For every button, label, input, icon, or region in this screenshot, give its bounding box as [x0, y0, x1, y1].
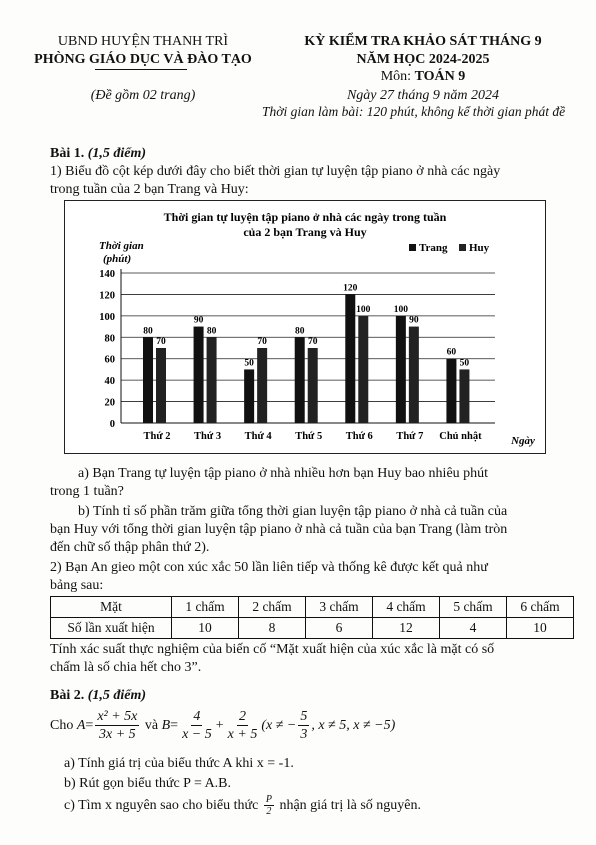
bar-huy — [156, 348, 166, 423]
dice-cell: 8 — [239, 618, 306, 639]
y-tick-label: 0 — [109, 419, 115, 430]
bai1-heading — [50, 146, 146, 162]
bar-huy — [409, 327, 419, 423]
y-tick-label: 20 — [104, 397, 115, 409]
data-label: 80 — [294, 326, 305, 337]
dice-header-cell: 6 chấm — [507, 597, 574, 618]
data-label: 120 — [343, 283, 358, 294]
bar-trang — [194, 327, 204, 423]
bar-chart-frame — [64, 200, 546, 454]
bai2-formula: Cho A = $\frac{\text{x² + 5x}}{3x + 5}$ và B = $\frac{4}{x - 5}$ + $\frac{2}{x + 5}$ (x ≠ − $\frac{5}{3}$ , x ≠ 5, x ≠ −5) — [50, 709, 396, 742]
fraction-p2-num: P — [265, 794, 272, 805]
bai2-qc-post: nhận giá trị là số nguyên. — [279, 797, 421, 813]
chart-subtitle: của 2 bạn Trang và Huy — [243, 225, 367, 239]
bar-trang — [446, 359, 456, 423]
var-a: A — [76, 717, 86, 733]
y-tick-label: 40 — [104, 376, 115, 388]
bar-huy — [358, 316, 368, 423]
condition-prefix: (x ≠ − — [261, 717, 297, 733]
data-label: 90 — [409, 315, 419, 326]
subject-line — [262, 69, 584, 85]
exam-duration: Thời gian làm bài: 120 phút, không kể thời gian phát đề — [262, 104, 566, 119]
bai2-qc — [64, 794, 421, 817]
bar-trang — [143, 337, 153, 423]
bai1-prob-line1: Tính xác suất thực nghiệm của biến cố “Mặt xuất hiện của xúc xắc là mặt có số — [50, 642, 495, 657]
dice-header-cell: 2 chấm — [239, 597, 306, 618]
y-tick-label: 100 — [99, 311, 115, 323]
header-underline-left — [95, 69, 187, 70]
x-tick-label: Thứ 5 — [295, 431, 323, 442]
dice-table-header-row — [51, 597, 574, 618]
dice-cell: 10 — [507, 618, 574, 639]
bai1-qa-line2: trong 1 tuần? — [50, 484, 124, 499]
dice-cell: 4 — [440, 618, 507, 639]
chart-xlabel: Ngày — [511, 435, 535, 447]
fraction-p2-den: 2 — [266, 806, 272, 817]
x-tick-label: Thứ 4 — [244, 431, 272, 442]
legend-swatch — [409, 244, 416, 251]
fraction-a — [95, 708, 139, 743]
bai2-qa: a) Tính giá trị của biểu thức A khi x = -1. — [64, 756, 294, 771]
bai1-qb-line3: đến chữ số thập phân thứ 2). — [50, 540, 210, 555]
department-name: PHÒNG GIÁO DỤC VÀ ĐÀO TẠO — [34, 52, 252, 67]
dice-table-row — [51, 618, 574, 639]
data-label: 100 — [393, 304, 408, 315]
fraction-b1 — [180, 708, 214, 743]
dice-table — [50, 596, 574, 639]
dice-header-cell: 3 chấm — [306, 597, 373, 618]
bar-huy — [257, 348, 267, 423]
exam-date: Ngày 27 tháng 9 năm 2024 — [346, 88, 500, 103]
fraction-cond — [298, 708, 309, 743]
fraction-b2-num: 2 — [238, 709, 246, 724]
fraction-b2 — [226, 708, 260, 743]
dice-header-cell: Mặt — [51, 597, 172, 618]
bai2-title: Bài 2. — [50, 688, 85, 703]
data-label: 70 — [257, 337, 267, 347]
fraction-cond-num: 5 — [300, 709, 308, 724]
school-year: NĂM HỌC 2024-2025 — [356, 52, 490, 67]
bar-huy — [207, 337, 217, 423]
y-tick-label: 120 — [99, 290, 115, 302]
bar-huy — [459, 369, 469, 423]
bai2-heading — [50, 688, 146, 704]
data-label: 50 — [244, 358, 254, 369]
fraction-b2-den: x + 5 — [227, 727, 258, 742]
x-tick-label: Thứ 6 — [345, 431, 373, 442]
fraction-a-den: 3x + 5 — [99, 727, 136, 742]
condition-suffix: , x ≠ 5, x ≠ −5) — [311, 717, 396, 733]
bar-huy — [308, 348, 318, 423]
bai1-part2-line2: bảng sau: — [50, 578, 104, 593]
legend-swatch — [459, 244, 466, 251]
bai1-qb-line1: b) Tính tỉ số phần trăm giữa tổng thời gian luyện tập piano ở nhà cả tuần của — [78, 504, 508, 519]
bai1-part1-line2: trong tuần của 2 bạn Trang và Huy: — [50, 182, 249, 197]
bai1-part1-line1: 1) Biểu đồ cột kép dưới đây cho biết thời gian tự luyện tập piano ở nhà các ngày — [50, 164, 501, 179]
fraction-b1-num: 4 — [193, 709, 201, 724]
data-label: 50 — [459, 358, 470, 369]
y-tick-label: 80 — [104, 333, 115, 345]
district-name: UBND HUYỆN THANH TRÌ — [57, 34, 229, 49]
fraction-cond-den: 3 — [300, 727, 308, 742]
chart-ylabel: Thời gian — [99, 240, 144, 252]
bar-trang — [396, 316, 406, 423]
fraction-a-num: x² + 5x — [97, 709, 138, 724]
bai2-points: (1,5 điểm) — [87, 688, 147, 703]
x-tick-label: Thứ 7 — [396, 431, 424, 442]
y-tick-label: 60 — [104, 354, 115, 366]
chart-title: Thời gian tự luyện tập piano ở nhà các ngày trong tuần — [163, 210, 447, 224]
bar-trang — [345, 294, 355, 423]
bai1-prob-line2: chấm là số chia hết cho 3”. — [50, 660, 202, 675]
x-tick-label: Thứ 2 — [143, 431, 171, 442]
pages-note: (Đề gồm 02 trang) — [90, 88, 196, 103]
dice-cell: Số lần xuất hiện — [51, 618, 172, 639]
dice-header-cell: 1 chấm — [172, 597, 239, 618]
data-label: 80 — [143, 326, 153, 337]
subject-name: TOÁN 9 — [414, 69, 466, 84]
fraction-p2 — [264, 794, 274, 817]
legend-label: Huy — [469, 242, 490, 254]
bai2-va: và — [144, 717, 159, 733]
data-label: 60 — [446, 347, 457, 358]
data-label: 70 — [307, 337, 318, 347]
data-label: 90 — [193, 315, 204, 326]
bai1-part2-line1: 2) Bạn An gieo một con xúc xắc 50 lần liên tiếp và thống kê được kết quả như — [50, 560, 488, 575]
fraction-b1-den: x − 5 — [182, 727, 212, 742]
bar-trang — [244, 369, 254, 423]
bai1-qb-line2: bạn Huy với tổng thời gian luyện tập piano ở nhà cả tuần của bạn Trang (làm tròn — [50, 522, 508, 537]
bai1-title: Bài 1. — [50, 146, 85, 161]
bai2-qc-pre: c) Tìm x nguyên sao cho biểu thức — [64, 797, 259, 813]
bar-chart — [65, 201, 545, 453]
data-label: 70 — [156, 337, 166, 347]
exam-title: KỲ KIỂM TRA KHẢO SÁT THÁNG 9 — [304, 34, 542, 49]
x-tick-label: Thứ 3 — [194, 431, 222, 442]
dice-cell: 6 — [306, 618, 373, 639]
dice-cell: 10 — [172, 618, 239, 639]
x-tick-label: Chủ nhật — [439, 431, 482, 442]
chart-ylabel-unit: (phút) — [103, 253, 132, 265]
y-tick-label: 140 — [99, 269, 115, 280]
bar-trang — [295, 337, 305, 423]
data-label: 80 — [206, 326, 217, 337]
legend-label: Trang — [419, 242, 448, 254]
bai1-points: (1,5 điểm) — [87, 146, 147, 161]
bai1-qa-line1: a) Bạn Trang tự luyện tập piano ở nhà nhiều hơn bạn Huy bao nhiêu phút — [78, 466, 489, 481]
data-label: 100 — [356, 304, 371, 315]
subject-label: Môn: — [380, 69, 415, 84]
dice-cell: 12 — [373, 618, 440, 639]
dice-header-cell: 5 chấm — [440, 597, 507, 618]
bai2-cho: Cho — [50, 717, 74, 733]
dice-header-cell: 4 chấm — [373, 597, 440, 618]
var-b: B — [161, 717, 171, 733]
bai2-qb: b) Rút gọn biểu thức P = A.B. — [64, 776, 232, 791]
